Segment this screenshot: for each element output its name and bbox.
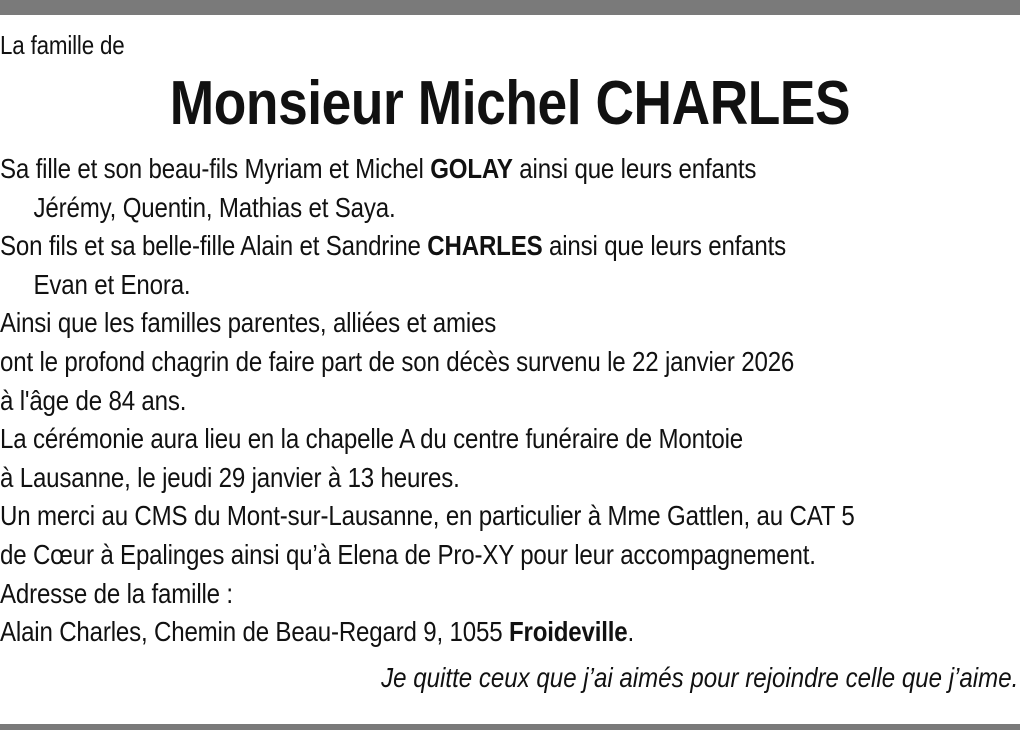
ceremony-line-1: La cérémonie aura lieu en la chapelle A du centre funéraire de Montoie: [0, 423, 743, 455]
family-2-suffix: ainsi que leurs enfants: [542, 230, 787, 262]
address-prefix: Alain Charles, Chemin de Beau-Regard 9, 1055: [0, 616, 509, 648]
ceremony-line-2: à Lausanne, le jeudi 29 janvier à 13 heures.: [0, 461, 460, 493]
thanks-line-2: de Cœur à Epalinges ainsi qu’à Elena de Pro-XY pour leur accompagnement.: [0, 538, 816, 570]
intro-line: La famille de: [0, 30, 125, 60]
family-1-suffix: ainsi que leurs enfants: [512, 153, 757, 184]
family-1-prefix: Sa fille et son beau-fils Myriam et Michel: [0, 153, 431, 184]
family-line-1: [0, 150, 877, 189]
family-2-children: Evan et Enora.: [33, 268, 191, 300]
announcement-line-1: ont le profond chagrin de faire part de son décès survenu le 22 janvier 2026: [0, 345, 795, 377]
obituary-notice: [0, 28, 1020, 698]
address-suffix: .: [627, 616, 635, 648]
family-2-surname: CHARLES: [427, 230, 543, 262]
top-rule: [0, 0, 1020, 15]
closing-quote: Je quitte ceux que j’ai aimés pour rejoindre celle que j’aime.: [381, 661, 1019, 693]
family-1-surname: GOLAY: [430, 153, 513, 184]
relatives-line: Ainsi que les familles parentes, alliées et amies: [0, 307, 497, 339]
thanks-line-1: Un merci au CMS du Mont-sur-Lausanne, en particulier à Mme Gattlen, au CAT 5: [0, 500, 855, 532]
announcement-line-2: à l'âge de 84 ans.: [0, 384, 187, 416]
address-town: Froideville: [508, 616, 628, 648]
deceased-name: Monsieur Michel CHARLES: [169, 69, 851, 138]
bottom-rule: [0, 724, 1020, 730]
family-2-prefix: Son fils et sa belle-fille Alain et Sandrine: [0, 230, 428, 262]
family-1-children: Jérémy, Quentin, Mathias et Saya.: [33, 191, 396, 223]
address-line: [0, 613, 877, 652]
address-label: Adresse de la famille :: [0, 577, 233, 609]
family-line-2: [0, 227, 877, 266]
